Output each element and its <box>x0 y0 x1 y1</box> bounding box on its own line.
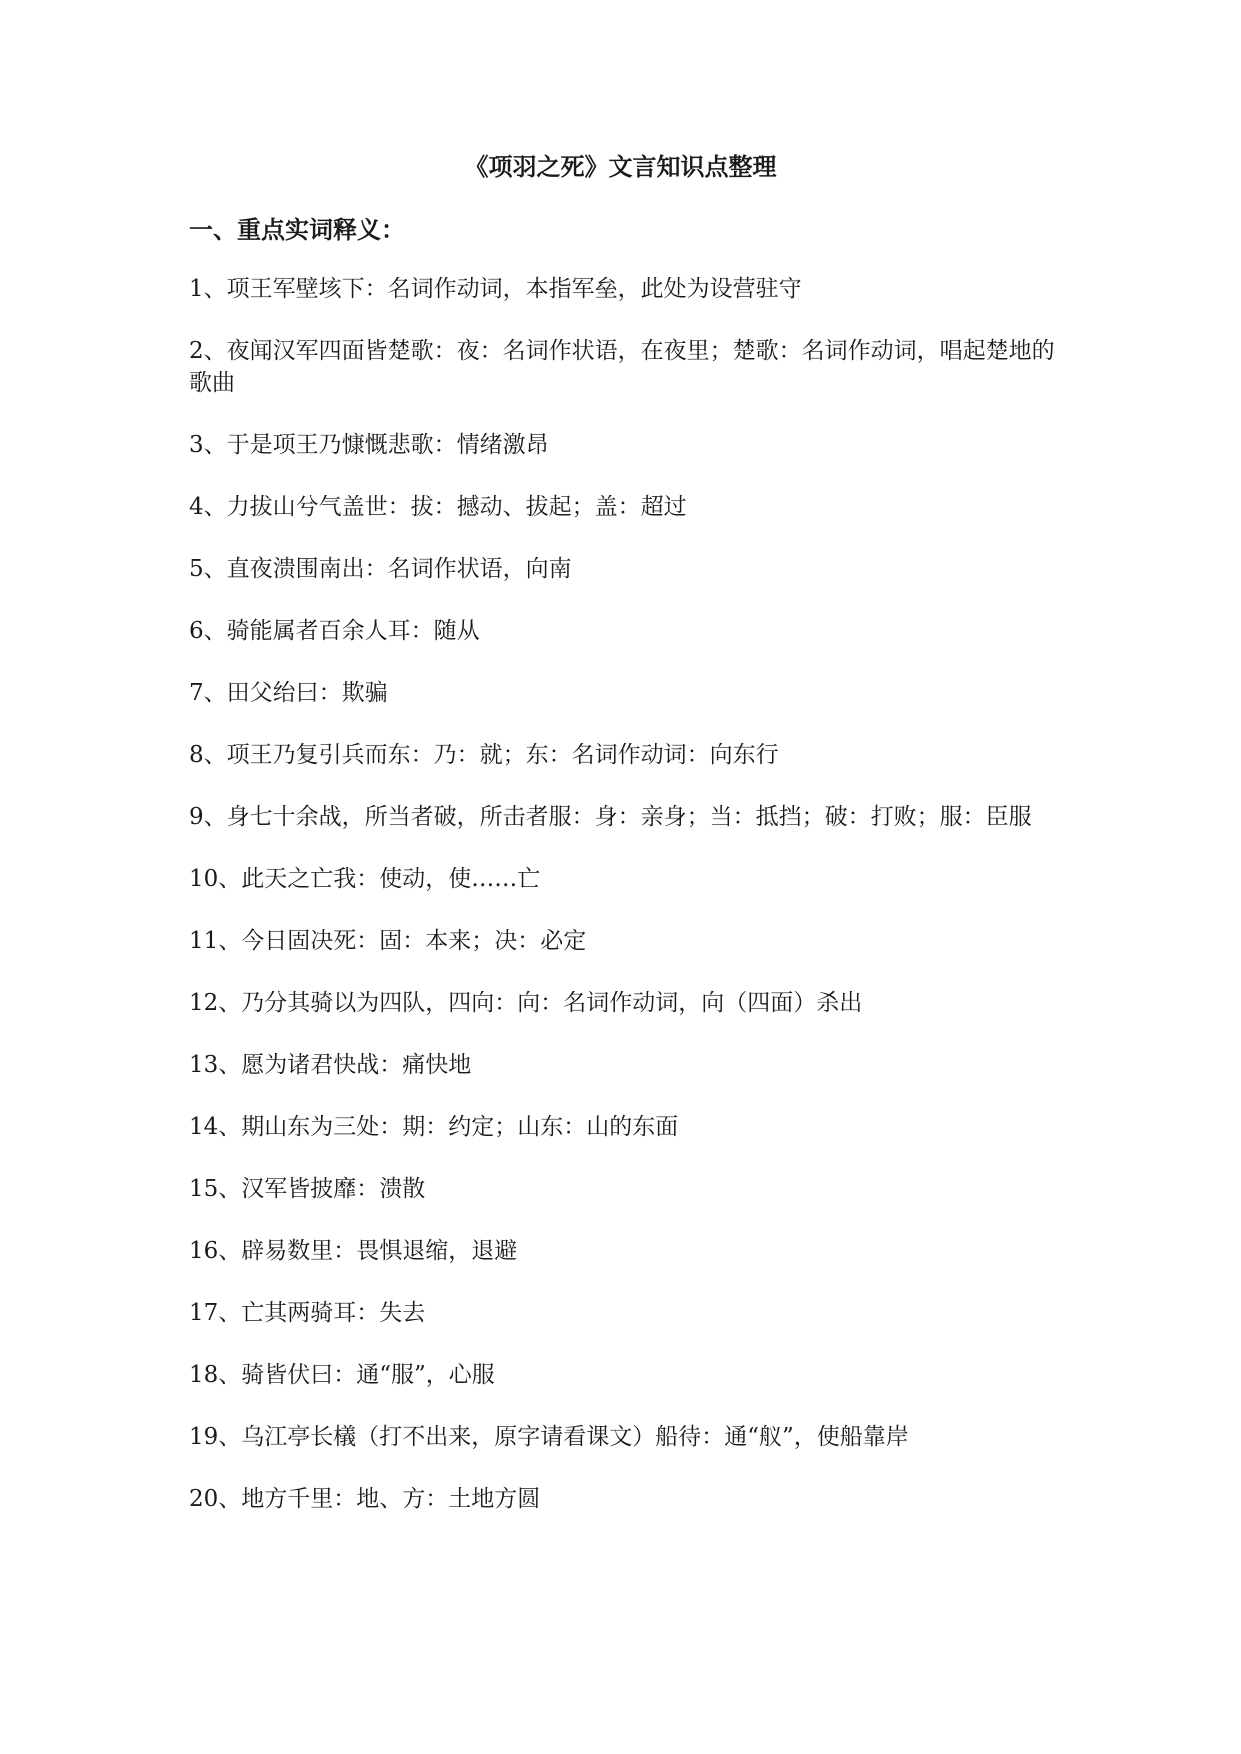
list-item: 2、夜闻汉军四面皆楚歌：夜：名词作状语，在夜里；楚歌：名词作动词，唱起楚地的歌曲 <box>189 338 1055 396</box>
list-item: 6、骑能属者百余人耳：随从 <box>189 618 480 644</box>
list-item: 17、亡其两骑耳：失去 <box>189 1300 426 1326</box>
list-item: 11、今日固决死：固：本来；决：必定 <box>189 928 587 954</box>
list-item: 8、项王乃复引兵而东：乃：就；东：名词作动词：向东行 <box>189 742 779 768</box>
list-item: 1、项王军壁垓下：名词作动词，本指军垒，此处为设营驻守 <box>189 276 802 302</box>
list-item: 9、身七十余战，所当者破，所击者服：身：亲身；当：抵挡；破：打败；服：臣服 <box>189 804 1032 830</box>
list-item: 12、乃分其骑以为四队，四向：向：名词作动词，向（四面）杀出 <box>189 990 863 1016</box>
list-item: 15、汉军皆披靡：溃散 <box>189 1176 426 1202</box>
document-title: 《项羽之死》文言知识点整理 <box>464 152 777 181</box>
list-item: 16、辟易数里：畏惧退缩，退避 <box>189 1238 518 1264</box>
section-heading: 一、重点实词释义： <box>189 215 405 244</box>
list-item: 13、愿为诸君快战：痛快地 <box>189 1052 472 1078</box>
vocabulary-list <box>189 273 1059 1545</box>
list-item: 14、期山东为三处：期：约定；山东：山的东面 <box>189 1114 679 1140</box>
list-item: 3、于是项王乃慷慨悲歌：情绪激昂 <box>189 432 549 458</box>
list-item: 4、力拔山兮气盖世：拔：撼动、拔起；盖：超过 <box>189 494 687 520</box>
list-item: 10、此天之亡我：使动，使……亡 <box>189 866 541 892</box>
list-item: 5、直夜溃围南出：名词作状语，向南 <box>189 556 572 582</box>
list-item: 18、骑皆伏曰：通“服”，心服 <box>189 1362 495 1388</box>
list-item: 20、地方千里：地、方：土地方圆 <box>189 1486 541 1512</box>
list-item: 7、田父绐曰：欺骗 <box>189 680 388 706</box>
list-item: 19、乌江亭长檥（打不出来，原字请看课文）船待：通“舣”，使船靠岸 <box>189 1424 909 1450</box>
